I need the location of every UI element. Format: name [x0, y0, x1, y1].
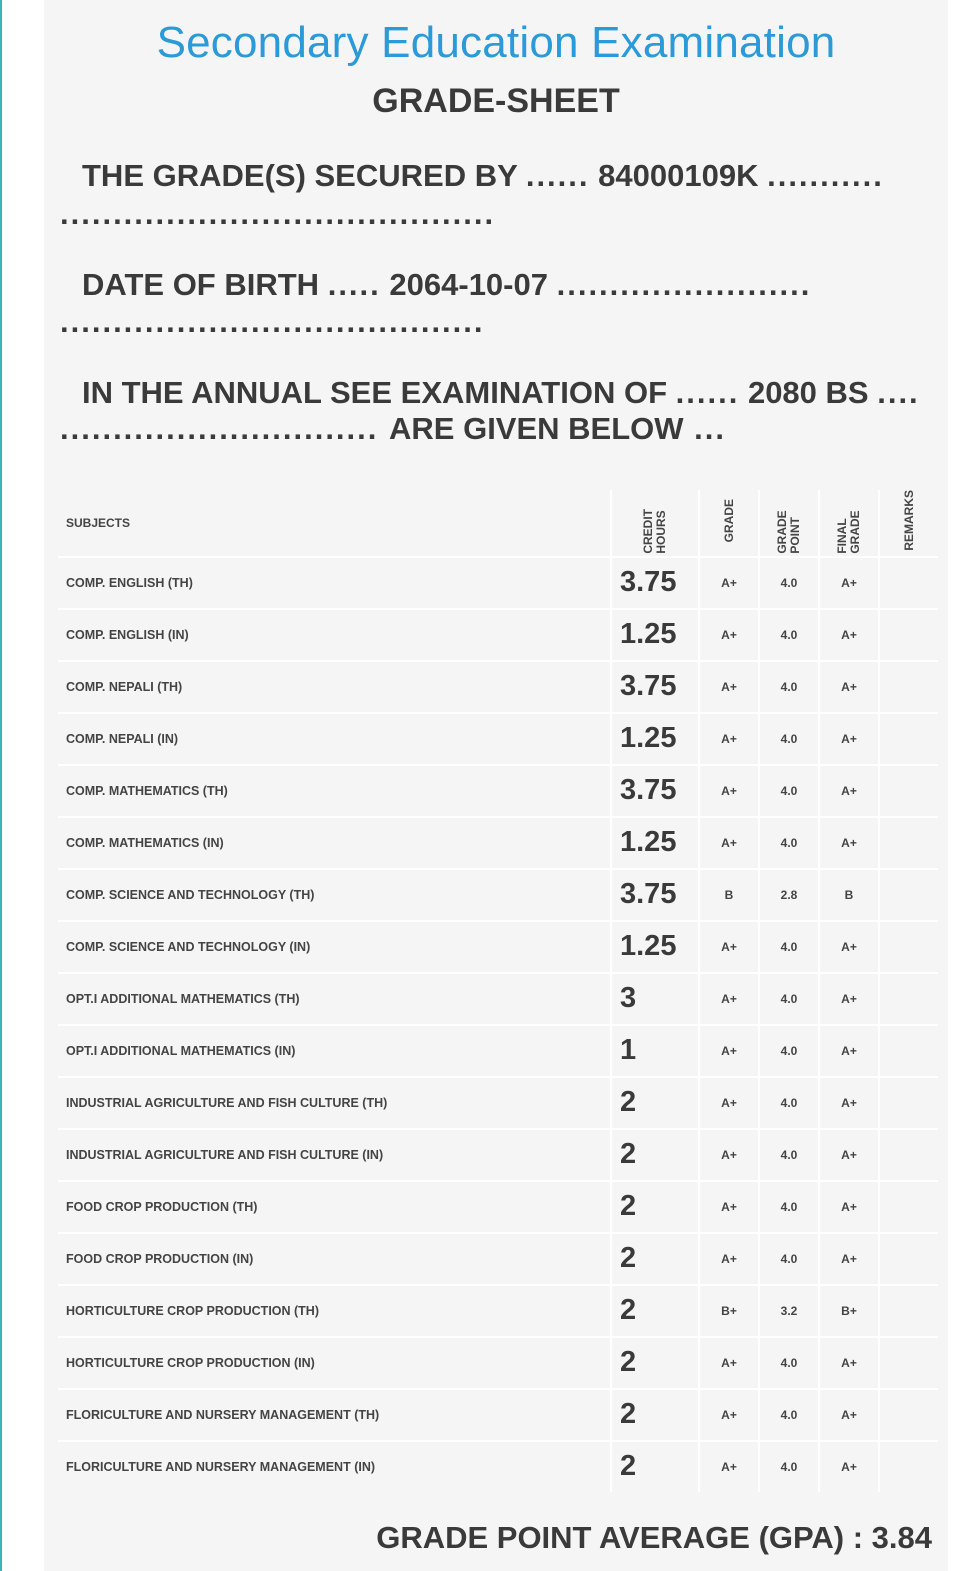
header-subjects: SUBJECTS	[58, 490, 611, 557]
final-grade-cell: A+	[819, 1181, 879, 1233]
credit-hours-cell: 2	[611, 1441, 699, 1492]
subject-cell: HORTICULTURE CROP PRODUCTION (IN)	[58, 1337, 611, 1389]
grade-cell: A+	[699, 765, 759, 817]
dot-leader-row: ........................................	[60, 304, 485, 339]
dot-leader: ..............................	[60, 411, 379, 446]
remarks-cell	[879, 661, 938, 713]
grade-point-cell: 4.0	[759, 1337, 819, 1389]
final-grade-cell: B+	[819, 1285, 879, 1337]
header-final-grade: FINAL GRADE	[835, 509, 862, 554]
remarks-cell	[879, 765, 938, 817]
grade-cell: A+	[699, 1441, 759, 1492]
dot-leader: .....	[327, 267, 381, 302]
header-remarks: REMARKS	[901, 490, 916, 551]
final-grade-cell: A+	[819, 817, 879, 869]
table-row	[58, 869, 938, 921]
header-credit-hours: CREDIT HOURS	[641, 508, 668, 554]
remarks-cell	[879, 1025, 938, 1077]
subject-cell: HORTICULTURE CROP PRODUCTION (TH)	[58, 1285, 611, 1337]
dot-leader: ....	[877, 375, 920, 410]
grade-point-cell: 4.0	[759, 1233, 819, 1285]
given-below-text: ARE GIVEN BELOW	[389, 411, 684, 446]
header-final-grade-cell	[819, 490, 879, 557]
grade-cell: A+	[699, 661, 759, 713]
credit-hours-cell: 1.25	[611, 609, 699, 661]
grade-point-cell: 4.0	[759, 713, 819, 765]
grade-point-cell: 4.0	[759, 765, 819, 817]
page-title: Secondary Education Examination	[156, 18, 836, 67]
subject-cell: COMP. ENGLISH (TH)	[58, 557, 611, 609]
remarks-cell	[879, 1077, 938, 1129]
final-grade-cell: A+	[819, 1233, 879, 1285]
grade-cell: B	[699, 869, 759, 921]
exam-line	[82, 375, 920, 411]
grade-cell: A+	[699, 1181, 759, 1233]
subject-cell: INDUSTRIAL AGRICULTURE AND FISH CULTURE (IN)	[58, 1129, 611, 1181]
table-row	[58, 609, 938, 661]
subject-cell: INDUSTRIAL AGRICULTURE AND FISH CULTURE (TH)	[58, 1077, 611, 1129]
gpa-value: 3.84	[871, 1520, 932, 1555]
table-row	[58, 1181, 938, 1233]
credit-hours-cell: 3.75	[611, 661, 699, 713]
header-grade-cell	[699, 490, 759, 557]
grade-point-cell: 4.0	[759, 661, 819, 713]
table-row	[58, 973, 938, 1025]
subject-cell: FOOD CROP PRODUCTION (TH)	[58, 1181, 611, 1233]
remarks-cell	[879, 1337, 938, 1389]
table-row	[58, 1337, 938, 1389]
remarks-cell	[879, 1389, 938, 1441]
credit-hours-cell: 2	[611, 1337, 699, 1389]
table-row	[58, 1077, 938, 1129]
final-grade-cell: A+	[819, 609, 879, 661]
table-row	[58, 1389, 938, 1441]
subject-cell: COMP. SCIENCE AND TECHNOLOGY (TH)	[58, 869, 611, 921]
credit-hours-cell: 1.25	[611, 921, 699, 973]
exam-label: IN THE ANNUAL SEE EXAMINATION OF	[82, 375, 668, 410]
table-row	[58, 713, 938, 765]
grades-table	[58, 490, 938, 1492]
grade-cell: A+	[699, 1077, 759, 1129]
final-grade-cell: B	[819, 869, 879, 921]
subject-cell: COMP. ENGLISH (IN)	[58, 609, 611, 661]
grade-cell: A+	[699, 1389, 759, 1441]
given-below-line	[60, 411, 726, 447]
grade-point-cell: 4.0	[759, 1441, 819, 1492]
remarks-cell	[879, 609, 938, 661]
remarks-cell	[879, 1285, 938, 1337]
remarks-cell	[879, 557, 938, 609]
subject-cell: FLORICULTURE AND NURSERY MANAGEMENT (IN)	[58, 1441, 611, 1492]
table-row	[58, 1233, 938, 1285]
remarks-cell	[879, 1233, 938, 1285]
grade-cell: A+	[699, 1025, 759, 1077]
grade-point-cell: 4.0	[759, 557, 819, 609]
dot-leader: ........................	[556, 267, 812, 302]
grade-sheet	[44, 0, 948, 1571]
gpa-line	[376, 1520, 932, 1556]
credit-hours-cell: 2	[611, 1389, 699, 1441]
credit-hours-cell: 2	[611, 1285, 699, 1337]
final-grade-cell: A+	[819, 973, 879, 1025]
table-header-row	[58, 490, 938, 557]
grade-cell: A+	[699, 1233, 759, 1285]
final-grade-cell: A+	[819, 1025, 879, 1077]
final-grade-cell: A+	[819, 713, 879, 765]
grade-cell: B+	[699, 1285, 759, 1337]
exam-year: 2080 BS	[747, 375, 869, 410]
dob-line	[82, 267, 811, 303]
table-row	[58, 817, 938, 869]
table-body	[58, 557, 938, 1492]
remarks-cell	[879, 973, 938, 1025]
grade-point-cell: 3.2	[759, 1285, 819, 1337]
subject-cell: OPT.I ADDITIONAL MATHEMATICS (TH)	[58, 973, 611, 1025]
grade-cell: A+	[699, 713, 759, 765]
subject-cell: COMP. SCIENCE AND TECHNOLOGY (IN)	[58, 921, 611, 973]
final-grade-cell: A+	[819, 661, 879, 713]
remarks-cell	[879, 1129, 938, 1181]
remarks-cell	[879, 869, 938, 921]
table-row	[58, 661, 938, 713]
dot-leader: ...	[694, 411, 726, 446]
subject-cell: COMP. NEPALI (TH)	[58, 661, 611, 713]
grade-point-cell: 4.0	[759, 1129, 819, 1181]
credit-hours-cell: 3.75	[611, 557, 699, 609]
subject-cell: OPT.I ADDITIONAL MATHEMATICS (IN)	[58, 1025, 611, 1077]
subject-cell: COMP. NEPALI (IN)	[58, 713, 611, 765]
grade-cell: A+	[699, 1337, 759, 1389]
dob-label: DATE OF BIRTH	[82, 267, 320, 302]
credit-hours-cell: 3.75	[611, 869, 699, 921]
table-row	[58, 1441, 938, 1492]
table-row	[58, 1025, 938, 1077]
table-row	[58, 921, 938, 973]
subject-cell: FOOD CROP PRODUCTION (IN)	[58, 1233, 611, 1285]
credit-hours-cell: 2	[611, 1181, 699, 1233]
table-row	[58, 765, 938, 817]
credit-hours-cell: 2	[611, 1233, 699, 1285]
remarks-cell	[879, 817, 938, 869]
subject-cell: FLORICULTURE AND NURSERY MANAGEMENT (TH)	[58, 1389, 611, 1441]
grade-point-cell: 4.0	[759, 973, 819, 1025]
credit-hours-cell: 1	[611, 1025, 699, 1077]
sheet-subtitle: GRADE-SHEET	[372, 82, 620, 120]
dob-value: 2064-10-07	[389, 267, 548, 302]
subject-cell: COMP. MATHEMATICS (TH)	[58, 765, 611, 817]
credit-hours-cell: 1.25	[611, 713, 699, 765]
grade-cell: A+	[699, 817, 759, 869]
dot-leader: ...........	[767, 158, 884, 193]
final-grade-cell: A+	[819, 1077, 879, 1129]
gpa-label: GRADE POINT AVERAGE (GPA) :	[376, 1520, 864, 1555]
grade-point-cell: 4.0	[759, 921, 819, 973]
final-grade-cell: A+	[819, 765, 879, 817]
header-credit-hours-cell	[611, 490, 699, 557]
secured-by-label: THE GRADE(S) SECURED BY	[82, 158, 518, 193]
grade-cell: A+	[699, 1129, 759, 1181]
grade-point-cell: 4.0	[759, 1077, 819, 1129]
grade-point-cell: 4.0	[759, 1025, 819, 1077]
dot-leader-row: .........................................	[60, 196, 496, 231]
dot-leader: ......	[675, 375, 740, 410]
final-grade-cell: A+	[819, 1129, 879, 1181]
header-grade-point-cell	[759, 490, 819, 557]
final-grade-cell: A+	[819, 921, 879, 973]
grade-cell: A+	[699, 609, 759, 661]
table-row	[58, 1129, 938, 1181]
header-grade-point: GRADE POINT	[775, 509, 802, 554]
grade-point-cell: 4.0	[759, 609, 819, 661]
table-row	[58, 557, 938, 609]
subject-cell: COMP. MATHEMATICS (IN)	[58, 817, 611, 869]
remarks-cell	[879, 713, 938, 765]
final-grade-cell: A+	[819, 1441, 879, 1492]
credit-hours-cell: 2	[611, 1129, 699, 1181]
symbol-number: 84000109K	[598, 158, 759, 193]
final-grade-cell: A+	[819, 557, 879, 609]
table-row	[58, 1285, 938, 1337]
remarks-cell	[879, 1181, 938, 1233]
credit-hours-cell: 1.25	[611, 817, 699, 869]
dot-leader: ......	[525, 158, 590, 193]
grade-cell: A+	[699, 973, 759, 1025]
credit-hours-cell: 3	[611, 973, 699, 1025]
grade-point-cell: 4.0	[759, 817, 819, 869]
header-remarks-cell	[879, 490, 938, 557]
grade-point-cell: 4.0	[759, 1389, 819, 1441]
grade-cell: A+	[699, 557, 759, 609]
credit-hours-cell: 2	[611, 1077, 699, 1129]
left-edge-accent	[0, 0, 2, 1571]
grade-point-cell: 4.0	[759, 1181, 819, 1233]
grade-cell: A+	[699, 921, 759, 973]
remarks-cell	[879, 921, 938, 973]
header-grade: GRADE	[721, 498, 736, 542]
final-grade-cell: A+	[819, 1389, 879, 1441]
grade-point-cell: 2.8	[759, 869, 819, 921]
final-grade-cell: A+	[819, 1337, 879, 1389]
remarks-cell	[879, 1441, 938, 1492]
credit-hours-cell: 3.75	[611, 765, 699, 817]
secured-by-line	[82, 158, 884, 194]
